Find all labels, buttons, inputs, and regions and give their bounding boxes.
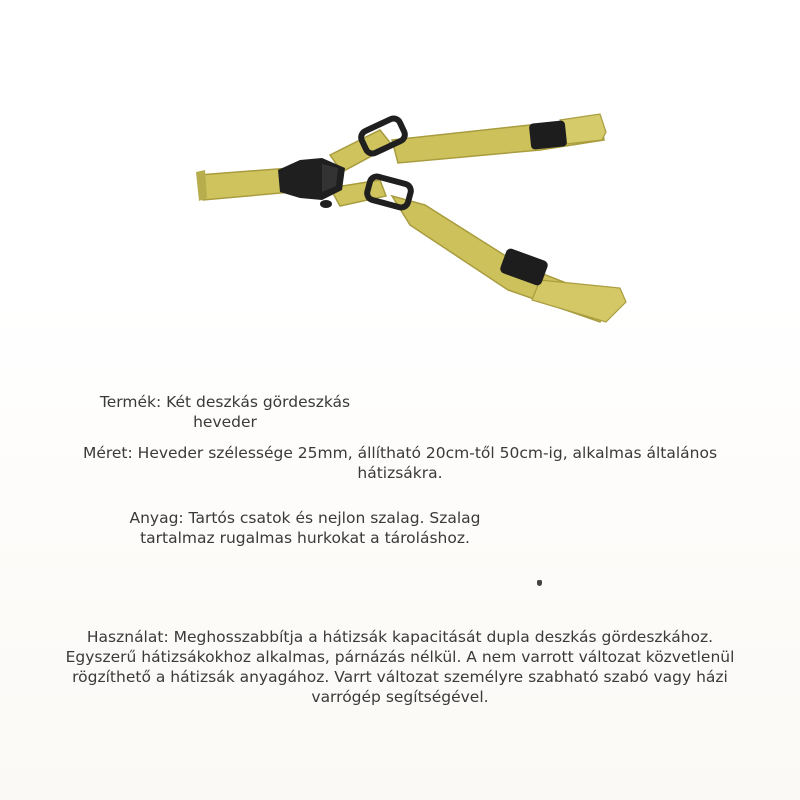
left-strap bbox=[196, 168, 292, 201]
strap-image bbox=[0, 0, 800, 340]
buckle-icon bbox=[278, 158, 345, 208]
size-description bbox=[30, 443, 770, 483]
usage-line: rögzíthető a hátizsák anyagához. Varrt változat személyre szabható szabó vagy házi bbox=[72, 668, 728, 686]
product-line: Termék: Két deszkás gördeszkás bbox=[99, 393, 351, 411]
elastic-loop-upper bbox=[529, 120, 568, 150]
upper-strap bbox=[330, 114, 606, 172]
product-title bbox=[40, 392, 410, 432]
product-line: heveder bbox=[193, 413, 257, 431]
background-fade bbox=[0, 300, 800, 800]
size-line: Méret: Heveder szélessége 25mm, állítható 20cm-től 50cm-ig, alkalmas általános bbox=[82, 444, 718, 462]
usage-line: varrógép segítségével. bbox=[311, 688, 489, 706]
usage-line: Egyszerű hátizsákokhoz alkalmas, párnázás nélkül. A nem varrott változat közvetlenül bbox=[65, 648, 735, 666]
material-line: Anyag: Tartós csatok és nejlon szalag. Szalag bbox=[129, 509, 481, 527]
usage-description bbox=[20, 627, 780, 707]
dust-speck bbox=[537, 580, 542, 586]
material-description bbox=[100, 508, 510, 548]
usage-line: Használat: Meghosszabbítja a hátizsák kapacitását dupla deszkás gördeszkához. bbox=[86, 628, 714, 646]
material-line: tartalmaz rugalmas hurkokat a tároláshoz. bbox=[140, 529, 470, 547]
size-line: hátizsákra. bbox=[357, 464, 443, 482]
